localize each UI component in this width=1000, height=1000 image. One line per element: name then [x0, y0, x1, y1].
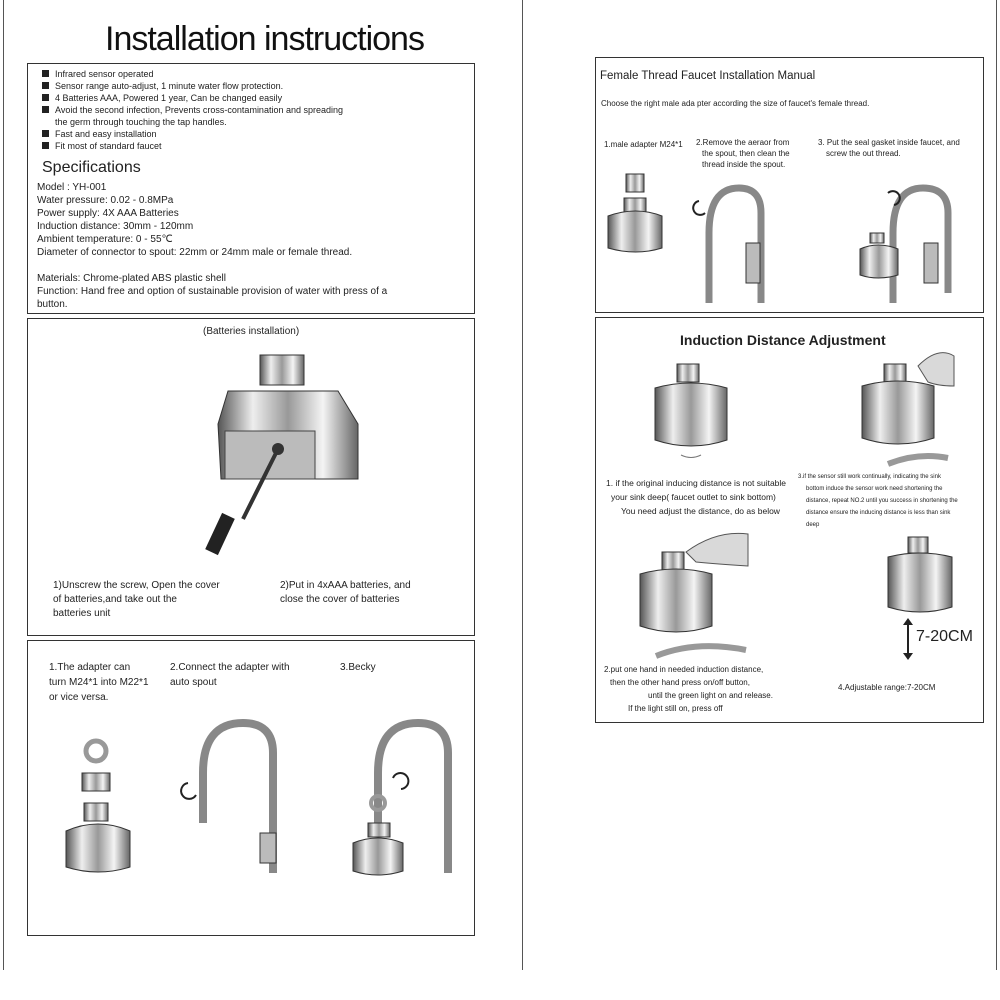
step-line: auto spout — [170, 677, 217, 688]
step-line: then the other hand press on/off button, — [610, 678, 750, 687]
sensor-unit-hand-illustration-2 — [636, 530, 756, 660]
step-line: bottom induce the sensor work need shortening the — [806, 486, 943, 492]
step-line: thread inside the spout. — [702, 160, 786, 169]
female-step1: 1.male adapter M24*1 — [604, 140, 683, 149]
female-thread-subtitle: Choose the right male ada pter according the size of faucet's female thread. — [601, 99, 870, 108]
adapter-step3: 3.Becky — [340, 662, 376, 673]
spec-item: button. — [37, 299, 68, 310]
step-line: close the cover of batteries — [280, 594, 400, 605]
sensor-unit-battery-illustration — [173, 349, 373, 569]
step-line: If the light still on, press off — [628, 704, 723, 713]
step-line: 2)Put in 4xAAA batteries, and — [280, 580, 411, 591]
step-line: until the green light on and release. — [648, 691, 773, 700]
faucet-gasket-illustration — [858, 173, 968, 303]
step-line: 1.The adapter can — [49, 662, 131, 673]
specs-heading: Specifications — [42, 159, 141, 176]
female-thread-box — [595, 57, 984, 313]
step-line: 2.Remove the aeraor from — [696, 138, 790, 147]
step-line: or vice versa. — [49, 692, 109, 703]
step-line: 1)Unscrew the screw, Open the cover — [53, 580, 220, 591]
range-label: 7-20CM — [916, 628, 973, 645]
features-specs-box — [27, 63, 475, 314]
step-line: distance ensure the inducing distance is less than sink — [806, 510, 951, 516]
faucet-with-sensor-illustration — [348, 713, 468, 883]
page-edge-left — [3, 0, 4, 970]
faucet-remove-aerator-illustration — [691, 173, 801, 303]
induction-step4: 4.Adjustable range:7-20CM — [838, 683, 936, 692]
feature-item: Fit most of standard faucet — [42, 141, 162, 152]
spec-item: Induction distance: 30mm - 120mm — [37, 221, 194, 232]
feature-item: Fast and easy installation — [42, 129, 157, 140]
step-line: deep — [806, 522, 820, 528]
feature-item: the germ through touching the tap handles. — [55, 117, 227, 127]
step-line: 3.if the sensor still work continually, indicating the sink — [798, 474, 941, 480]
sensor-unit-hand-illustration-3 — [858, 346, 958, 466]
step-line: You need adjust the distance, do as below — [621, 506, 780, 516]
spec-item: Ambient temperature: 0 - 55℃ — [37, 234, 173, 245]
step-line: your sink deep( faucet outlet to sink bottom) — [611, 492, 776, 502]
sensor-unit-illustration-1 — [651, 360, 731, 460]
spec-item: Function: Hand free and option of sustainable provision of water with press of a — [37, 286, 388, 297]
distance-arrow-icon — [903, 618, 913, 660]
spec-item: Diameter of connector to spout: 22mm or 24mm male or female thread. — [37, 247, 353, 258]
spec-item: Model : YH-001 — [37, 182, 107, 193]
feature-item: Infrared sensor operated — [42, 69, 154, 80]
feature-item: 4 Batteries AAA, Powered 1 year, Can be changed easily — [42, 93, 282, 104]
page-title: Installation instructions — [105, 20, 424, 58]
male-adapter-illustration — [606, 168, 666, 258]
spec-item: Materials: Chrome-plated ABS plastic shell — [37, 273, 226, 284]
faucet-icon — [178, 713, 288, 873]
step-line: distance, repeat NO.2 until you success in shortening the — [806, 498, 958, 504]
sensor-unit-illustration-4 — [886, 535, 956, 625]
induction-title: Induction Distance Adjustment — [680, 332, 886, 348]
step-line: turn M24*1 into M22*1 — [49, 677, 149, 688]
step-line: 2.Connect the adapter with — [170, 662, 290, 673]
female-thread-title: Female Thread Faucet Installation Manual — [600, 70, 816, 82]
page-divider-center — [522, 0, 523, 970]
adapter-parts-illustration — [58, 739, 138, 879]
step-line: 3. Put the seal gasket inside faucet, and — [818, 138, 960, 147]
step-line: screw the out thread. — [826, 149, 901, 158]
feature-item: Sensor range auto-adjust, 1 minute water flow protection. — [42, 81, 283, 92]
step-line: batteries unit — [53, 608, 111, 619]
induction-box — [595, 317, 984, 723]
step-line: of batteries,and take out the — [53, 594, 177, 605]
batteries-box — [27, 318, 475, 636]
spec-item: Water pressure: 0.02 - 0.8MPa — [37, 195, 174, 206]
step-line: 2.put one hand in needed induction distance, — [604, 665, 764, 674]
feature-item: Avoid the second infection, Prevents cross-contamination and spreading — [42, 105, 343, 116]
step-line: 1. if the original inducing distance is not suitable — [606, 478, 787, 488]
spec-item: Power supply: 4X AAA Batteries — [37, 208, 179, 219]
step-line: the spout, then clean the — [702, 149, 790, 158]
page-edge-right — [996, 0, 997, 970]
adapter-box — [27, 640, 475, 936]
batteries-caption: (Batteries installation) — [203, 326, 300, 337]
